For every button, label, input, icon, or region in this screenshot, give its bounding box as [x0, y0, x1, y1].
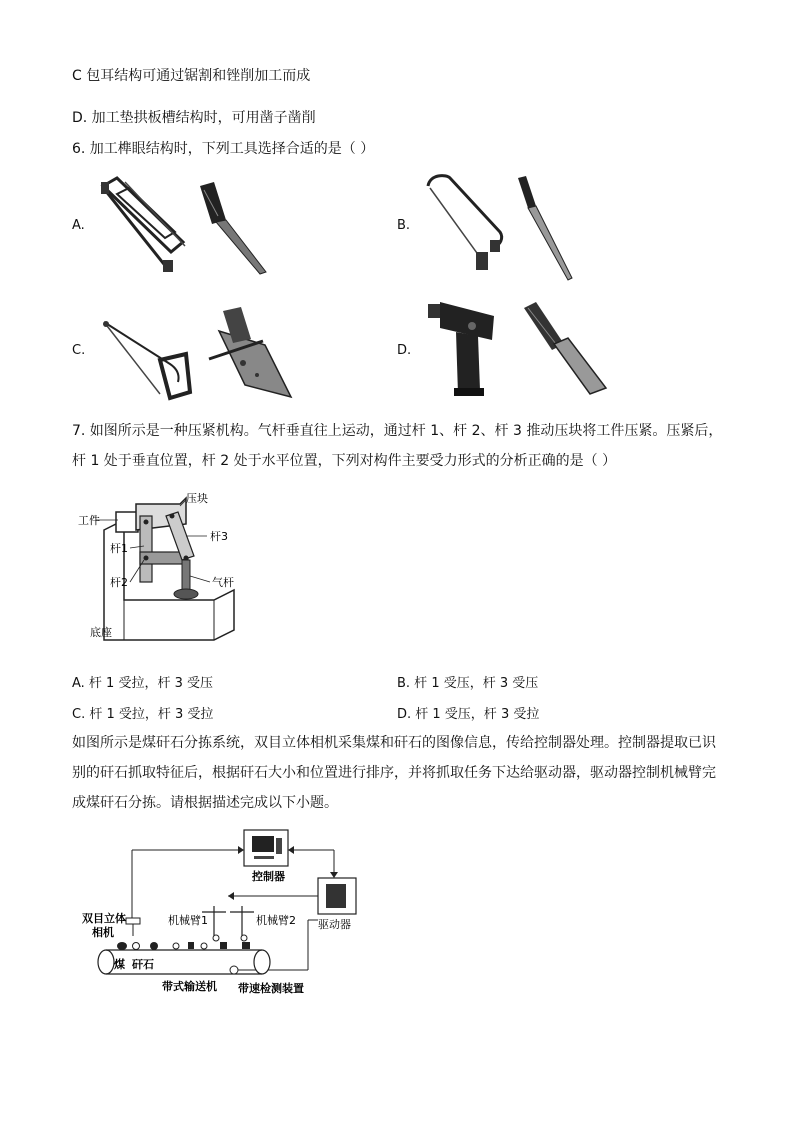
q6-label-c: C.: [72, 343, 86, 358]
q6-label-b: B.: [397, 218, 411, 233]
label-conveyor: 带式输送机: [162, 980, 217, 993]
label-speed-sensor: 带速检测装置: [238, 982, 304, 995]
q7-stem-line-1: 7. 如图所示是一种压紧机构。气杆垂直往上运动，通过杆 1、杆 2、杆 3 推动压块将工件压紧。压紧后，: [72, 423, 723, 439]
label-arm-1: 机械臂1: [168, 914, 208, 927]
label-arm-2: 机械臂2: [256, 914, 296, 927]
passage-text: 如图所示是煤矸石分拣系统，双目立体相机采集煤和矸石的图像信息，传给控制器处理。控制器提取已识别的矸石抓取特征后，根据矸石大小和位置进行排序，并将抓取任务下达给驱动器，驱动器控制机械臂完成煤矸石分拣。请根据描述完成以下小题。: [72, 735, 716, 811]
label-camera-line-1: 双目立体: [82, 912, 126, 925]
q7-stem-line-2: 杆 1 处于垂直位置，杆 2 处于水平位置，下列对构件主要受力形式的分析正确的是（ ）: [72, 453, 617, 469]
electric-drill-image: [422, 298, 504, 398]
label-camera-line-2: 相机: [92, 926, 114, 939]
clamping-mechanism-diagram: [74, 490, 244, 650]
label-coal: 煤: [114, 958, 125, 971]
label-rod-3: 杆3: [210, 530, 228, 543]
q5-option-d: D. 加工垫拱板槽结构时，可用凿子凿削: [72, 110, 316, 126]
q6-label-d: D.: [397, 343, 412, 358]
knife-image: [520, 298, 610, 398]
label-press-block: 压块: [186, 492, 208, 505]
label-workpiece: 工件: [78, 514, 100, 527]
file-image: [512, 174, 582, 282]
coping-saw-image: [100, 312, 196, 402]
chisel-image: [192, 180, 272, 275]
q6-label-a: A.: [72, 218, 85, 233]
q7-option-c: C. 杆 1 受拉，杆 3 受拉: [72, 707, 214, 722]
q7-option-d: D. 杆 1 受压，杆 3 受拉: [397, 707, 540, 722]
label-driver: 驱动器: [318, 918, 351, 931]
q7-option-a: A. 杆 1 受拉，杆 3 受压: [72, 676, 214, 691]
label-rod-1: 杆1: [110, 542, 128, 555]
label-gangue: 矸石: [132, 958, 154, 971]
q7-option-b: B. 杆 1 受压，杆 3 受压: [397, 676, 539, 691]
wood-plane-image: [205, 305, 295, 400]
q5-option-c: C 包耳结构可通过锯割和锉削加工而成: [72, 68, 311, 84]
sorting-system-diagram: [78, 826, 378, 996]
frame-saw-image: [95, 172, 195, 277]
label-base: 底座: [90, 626, 112, 639]
label-controller: 控制器: [252, 870, 285, 883]
label-rod-2: 杆2: [110, 576, 128, 589]
q6-stem: 6. 加工榫眼结构时，下列工具选择合适的是（ ）: [72, 141, 375, 157]
hacksaw-image: [420, 172, 505, 277]
label-air-rod: 气杆: [212, 576, 234, 589]
